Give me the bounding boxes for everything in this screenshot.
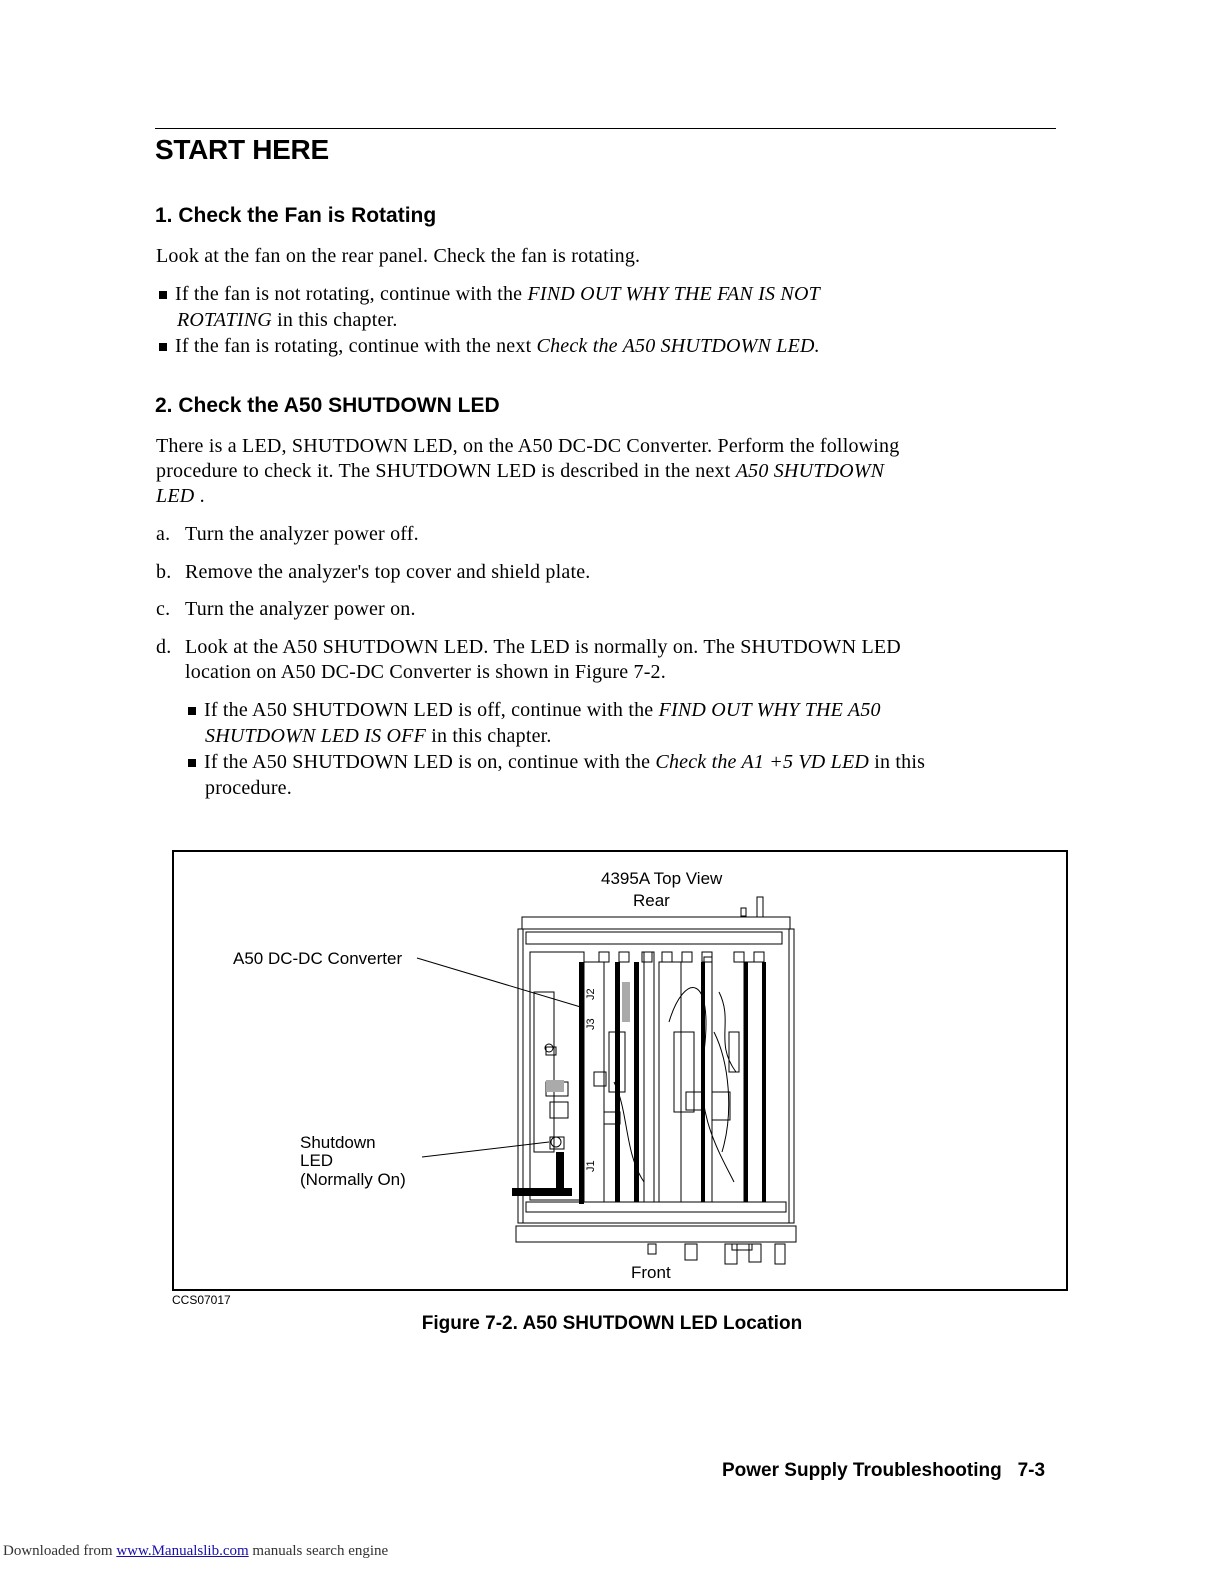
step-d-line1: Look at the A50 SHUTDOWN LED. The LED is normally on. The SHUTDOWN LED [185, 636, 901, 658]
step2-intro-line2: procedure to check it. The SHUTDOWN LED is described in the next A50 SHUTDOWN [156, 460, 885, 482]
bullet-icon [188, 759, 196, 767]
step-b-text: Remove the analyzer's top cover and shield plate. [185, 561, 591, 583]
top-rule [155, 128, 1056, 129]
manualslib-link[interactable]: www.Manualslib.com [116, 1543, 249, 1559]
sub-bullet1-line1: If the A50 SHUTDOWN LED is off, continue with the FIND OUT WHY THE A50 [204, 699, 881, 721]
bullet-icon [159, 343, 167, 351]
step-b-letter: b. [156, 561, 172, 583]
page-number: 7-3 [1017, 1460, 1046, 1481]
download-notice: Downloaded from www.Manualslib.com manuals search engine [3, 1543, 389, 1559]
led-label-line1: Shutdown [300, 1133, 376, 1152]
step-a-text: Turn the analyzer power off. [185, 523, 419, 545]
front-label: Front [631, 1263, 671, 1282]
sub-bullet1-line2: SHUTDOWN LED IS OFF in this chapter. [205, 725, 552, 747]
step2-intro-line3: LED . [156, 485, 205, 507]
step-c-letter: c. [156, 598, 171, 620]
step-d-line2: location on A50 DC-DC Converter is shown in Figure 7-2. [185, 661, 666, 683]
step1-heading: 1. Check the Fan is Rotating [155, 204, 437, 227]
step-c-text: Turn the analyzer power on. [185, 598, 416, 620]
step1-bullet2: If the fan is rotating, continue with the next Check the A50 SHUTDOWN LED. [175, 335, 820, 357]
led-label-line3: (Normally On) [300, 1170, 406, 1189]
figure-frame [172, 850, 1068, 1291]
step2-heading: 2. Check the A50 SHUTDOWN LED [155, 394, 500, 417]
connector-label-j1: J1 [585, 1160, 597, 1172]
converter-leader-line [417, 958, 584, 1008]
step-a-letter: a. [156, 523, 171, 545]
bullet-icon [188, 707, 196, 715]
step-d-letter: d. [156, 636, 172, 658]
bullet-icon [159, 291, 167, 299]
section-title: START HERE [155, 134, 329, 165]
figure-code: CCS07017 [172, 1293, 231, 1307]
rear-label: Rear [633, 891, 670, 910]
step1-bullet1-line1: If the fan is not rotating, continue with the FIND OUT WHY THE FAN IS NOT [175, 283, 820, 305]
analyzer-top-view-diagram [174, 852, 1066, 1289]
figure-title: 4395A Top View [601, 869, 723, 888]
sub-bullet2-line1: If the A50 SHUTDOWN LED is on, continue with the Check the A1 +5 VD LED in this [204, 751, 926, 773]
page-footer [722, 1460, 1045, 1482]
step2-intro-line1: There is a LED, SHUTDOWN LED, on the A50 DC-DC Converter. Perform the following [156, 435, 900, 457]
figure-caption: Figure 7-2. A50 SHUTDOWN LED Location [421, 1313, 803, 1334]
sub-bullet2-line2: procedure. [205, 777, 292, 799]
converter-label: A50 DC-DC Converter [233, 949, 403, 968]
connector-label-j2: J2 [585, 988, 597, 1000]
led-label-line2: LED [300, 1151, 334, 1170]
step1-bullet1-line2: ROTATING in this chapter. [177, 309, 398, 331]
connector-label-j3: J3 [585, 1018, 597, 1030]
step1-intro: Look at the fan on the rear panel. Check the fan is rotating. [156, 245, 641, 267]
footer-title: Power Supply Troubleshooting [722, 1460, 1002, 1481]
